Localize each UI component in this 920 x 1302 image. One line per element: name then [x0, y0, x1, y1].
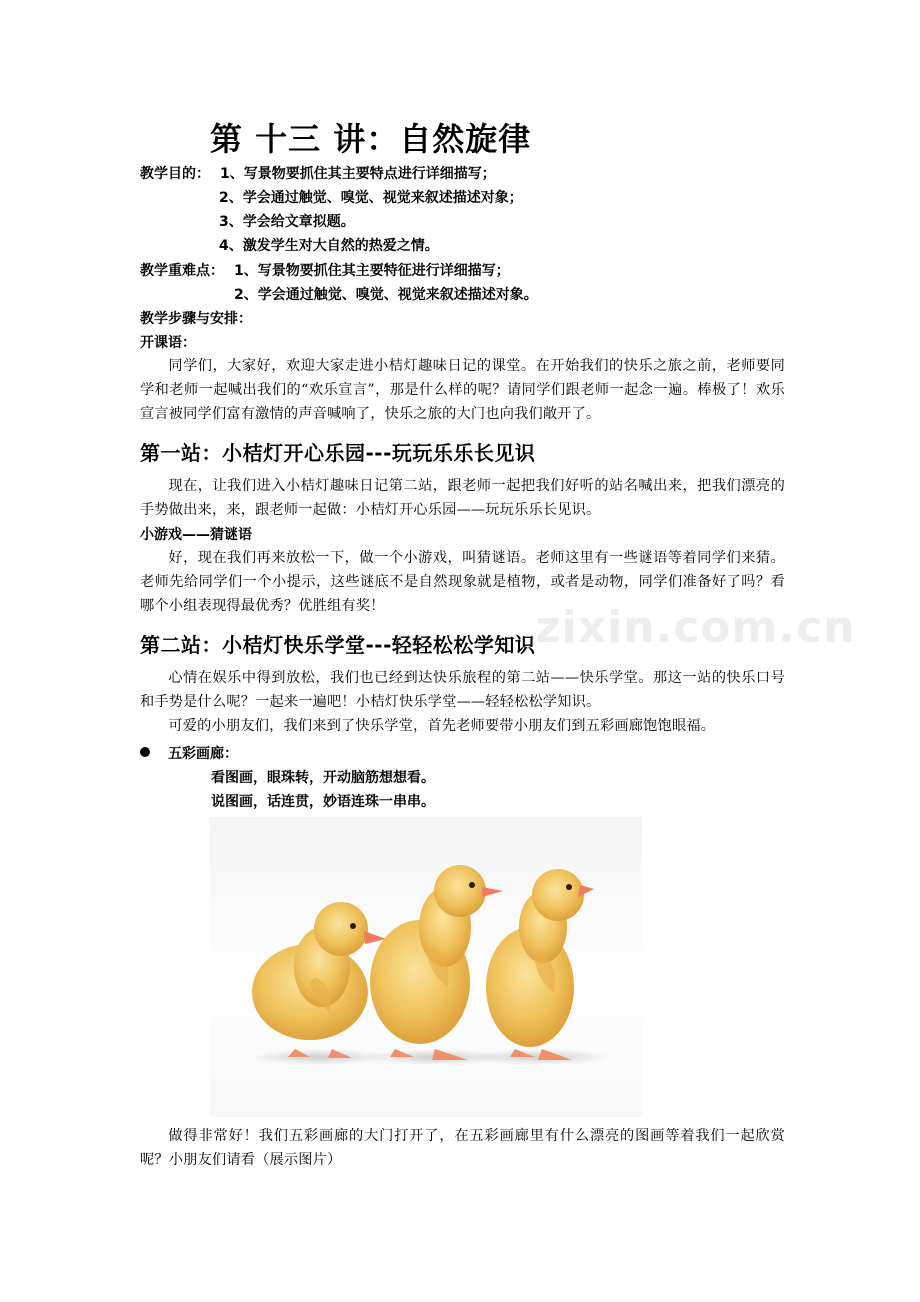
station2-paragraph-1: 心情在娱乐中得到放松，我们也已经到达快乐旅程的第二站——快乐学堂。那这一站的快乐口号和手势是什么呢？一起来一遍吧！小桔灯快乐学堂——轻轻松松学知识。 — [140, 670, 785, 710]
duckling-3 — [486, 869, 594, 1060]
station2-heading: 第二站：小桔灯快乐学堂---轻轻松松学知识 — [140, 633, 536, 657]
gallery-line-2: 说图画，话连贯，妙语连珠一串串。 — [211, 794, 435, 810]
goals-label: 教学目的： — [140, 166, 210, 182]
duckling-1 — [252, 902, 386, 1058]
goal-item-2: 2、学会通过触觉、嗅觉、视觉来叙述描述对象； — [219, 190, 523, 206]
watermark: zixin.com.cn — [535, 602, 856, 653]
station1-paragraph: 现在，让我们进入小桔灯趣味日记第二站，跟老师一起把我们好听的站名喊出来，把我们漂亮的手势做出来，来，跟老师一起做：小桔灯开心乐园——玩玩乐乐长见识。 — [140, 478, 785, 518]
goal-item-4: 4、激发学生对大自然的热爱之情。 — [219, 238, 439, 254]
goal-item-3: 3、学会给文章拟题。 — [219, 214, 355, 230]
gallery-line-1: 看图画，眼珠转，开动脑筋想想看。 — [211, 770, 435, 786]
key-point-item-1: 1、写景物要抓住其主要特征进行详细描写； — [234, 263, 510, 279]
page-title: 第 十三 讲：自然旋律 — [210, 120, 532, 158]
steps-label: 教学步骤与安排： — [140, 311, 252, 327]
game-paragraph: 好，现在我们再来放松一下，做一个小游戏，叫猜谜语。老师这里有一些谜语等着同学们来猜。老师先给同学们一个小提示，这些谜底不是自然现象就是植物，或者是动物，同学们准备好了吗？看哪个小组表现得最优秀？优胜组有奖！ — [140, 550, 785, 614]
game-label: 小游戏——猜谜语 — [140, 527, 252, 543]
ducklings-illustration — [210, 817, 642, 1117]
goal-item-1: 1、写景物要抓住其主要特点进行详细描写； — [220, 166, 496, 182]
key-points-label: 教学重难点： — [140, 263, 224, 279]
ducklings-photo — [210, 817, 642, 1117]
opening-label: 开课语： — [140, 335, 196, 351]
bullet-dot-icon — [140, 747, 150, 757]
key-point-item-2: 2、学会通过触觉、嗅觉、视觉来叙述描述对象。 — [234, 287, 538, 303]
opening-paragraph: 同学们，大家好，欢迎大家走进小桔灯趣味日记的课堂。在开始我们的快乐之旅之前，老师要同学和老师一起喊出我们的“欢乐宣言”，那是什么样的呢？请同学们跟老师一起念一遍。棒极了！欢乐宣言被同学们富有激情的声音喊响了，快乐之旅的大门也向我们敞开了。 — [140, 358, 785, 422]
gallery-label: 五彩画廊： — [168, 746, 238, 762]
after-gallery-paragraph: 做得非常好！我们五彩画廊的大门打开了，在五彩画廊里有什么漂亮的图画等着我们一起欣赏呢？小朋友们请看（展示图片） — [140, 1128, 785, 1168]
station1-heading: 第一站：小桔灯开心乐园---玩玩乐乐长见识 — [140, 441, 536, 465]
duckling-2 — [370, 865, 503, 1060]
station2-paragraph-2: 可爱的小朋友们，我们来到了快乐学堂，首先老师要带小朋友们到五彩画廊饱饱眼福。 — [168, 718, 716, 734]
